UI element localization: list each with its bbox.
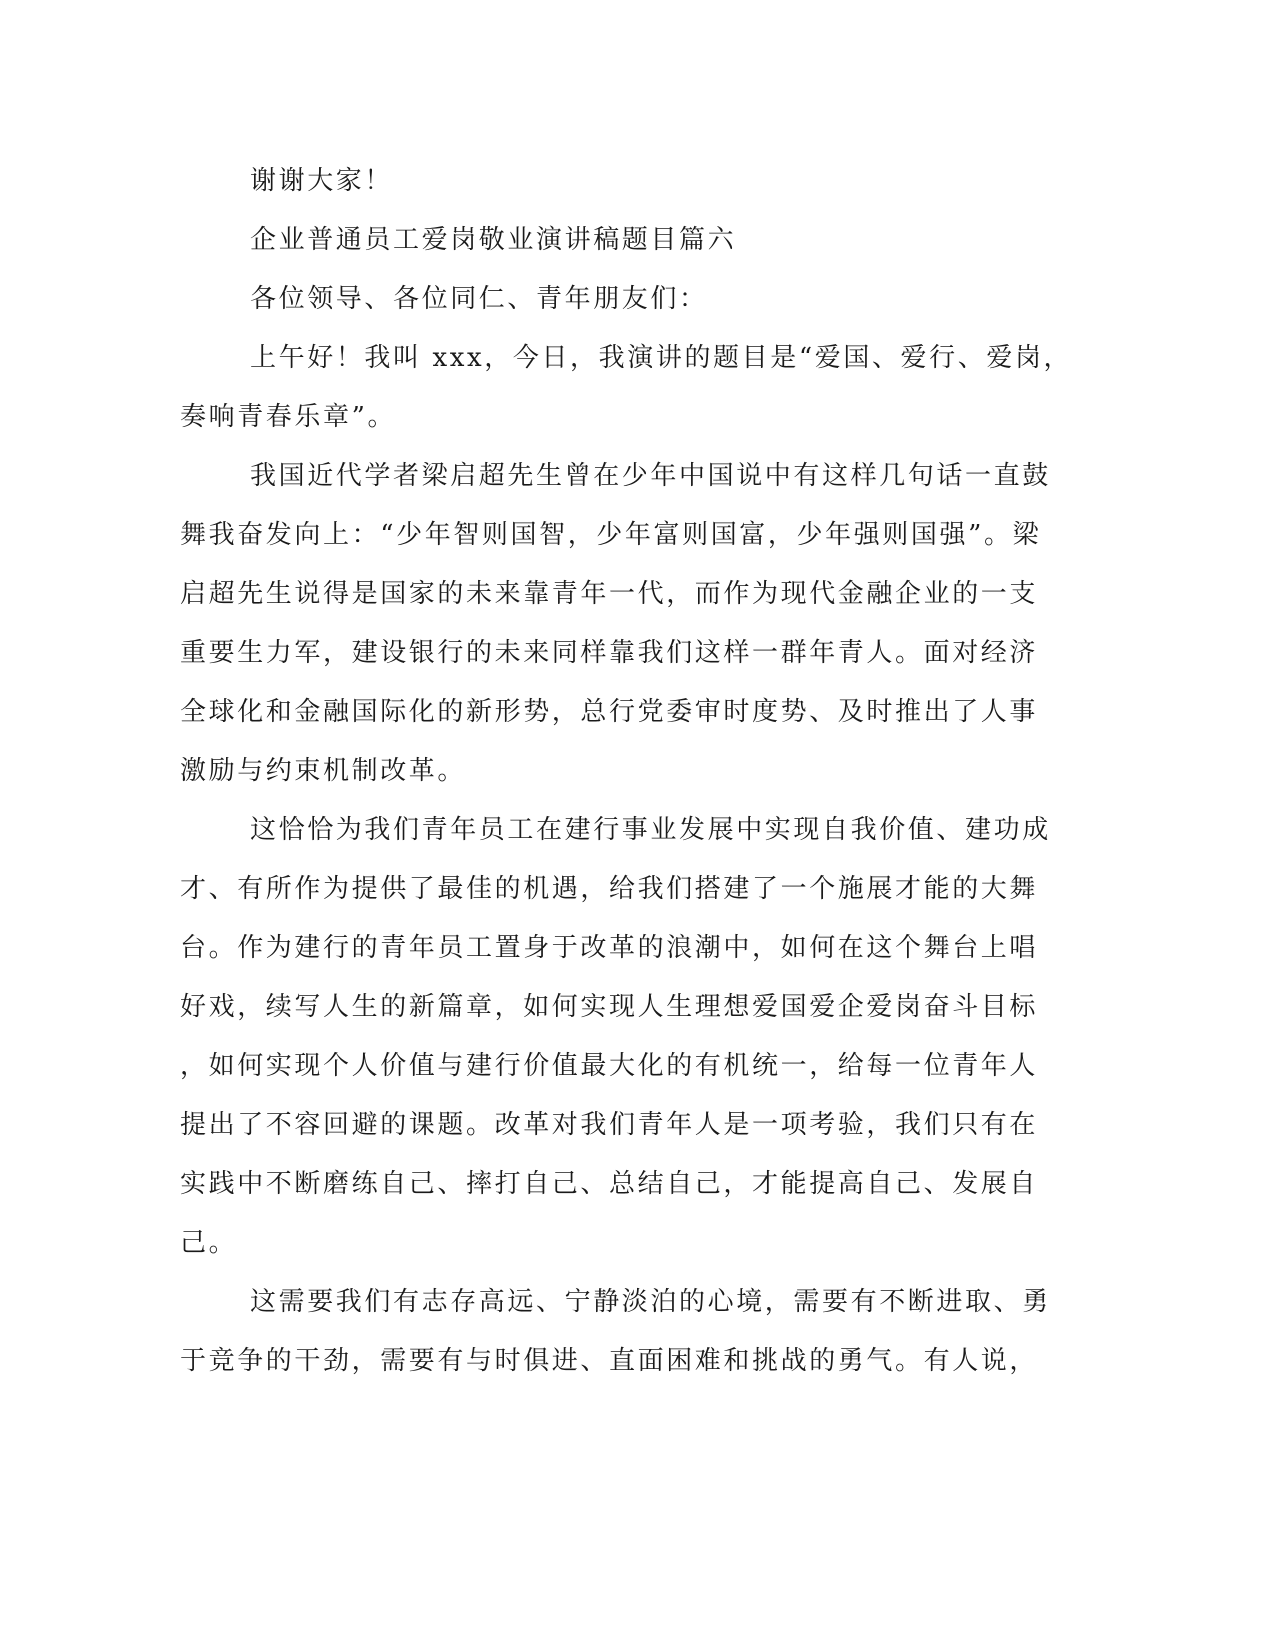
- text-line: 才、有所作为提供了最佳的机遇，给我们搭建了一个施展才能的大舞: [180, 874, 1039, 904]
- section-heading: 企业普通员工爱岗敬业演讲稿题目篇六: [250, 225, 737, 255]
- text-line: 奏响青春乐章”。: [180, 402, 397, 432]
- salutation: 各位领导、各位同仁、青年朋友们：: [250, 284, 708, 314]
- text-line: 实践中不断磨练自己、摔打自己、总结自己，才能提高自己、发展自: [180, 1169, 1039, 1199]
- text-line: 这恰恰为我们青年员工在建行事业发展中实现自我价值、建功成: [250, 815, 1051, 845]
- text-line: 这需要我们有志存高远、宁静淡泊的心境，需要有不断进取、勇: [250, 1287, 1051, 1317]
- text-line: 启超先生说得是国家的未来靠青年一代，而作为现代金融企业的一支: [180, 579, 1039, 609]
- text-line: 好戏，续写人生的新篇章，如何实现人生理想爱国爱企爱岗奋斗目标: [180, 992, 1039, 1022]
- text-line: ，如何实现个人价值与建行价值最大化的有机统一，给每一位青年人: [180, 1051, 1039, 1081]
- text-line: 于竞争的干劲，需要有与时俱进、直面困难和挑战的勇气。有人说，: [180, 1346, 1039, 1376]
- text-line: 谢谢大家！: [250, 166, 394, 196]
- text-line: 舞我奋发向上：“少年智则国智，少年富则国富，少年强则国强”。梁: [180, 520, 1042, 550]
- text-line: 重要生力军，建设银行的未来同样靠我们这样一群年青人。面对经济: [180, 638, 1039, 668]
- text-line: 我国近代学者梁启超先生曾在少年中国说中有这样几句话一直鼓: [250, 461, 1051, 491]
- text-line: 激励与约束机制改革。: [180, 756, 467, 786]
- text-line: 全球化和金融国际化的新形势，总行党委审时度势、及时推出了人事: [180, 697, 1039, 727]
- text-line: 提出了不容回避的课题。改革对我们青年人是一项考验，我们只有在: [180, 1110, 1039, 1140]
- text-line: 台。作为建行的青年员工置身于改革的浪潮中，如何在这个舞台上唱: [180, 933, 1039, 963]
- text-line: 上午好！我叫 xxx，今日，我演讲的题目是“爱国、爱行、爱岗，: [250, 343, 1073, 373]
- text-line: 己。: [180, 1228, 238, 1258]
